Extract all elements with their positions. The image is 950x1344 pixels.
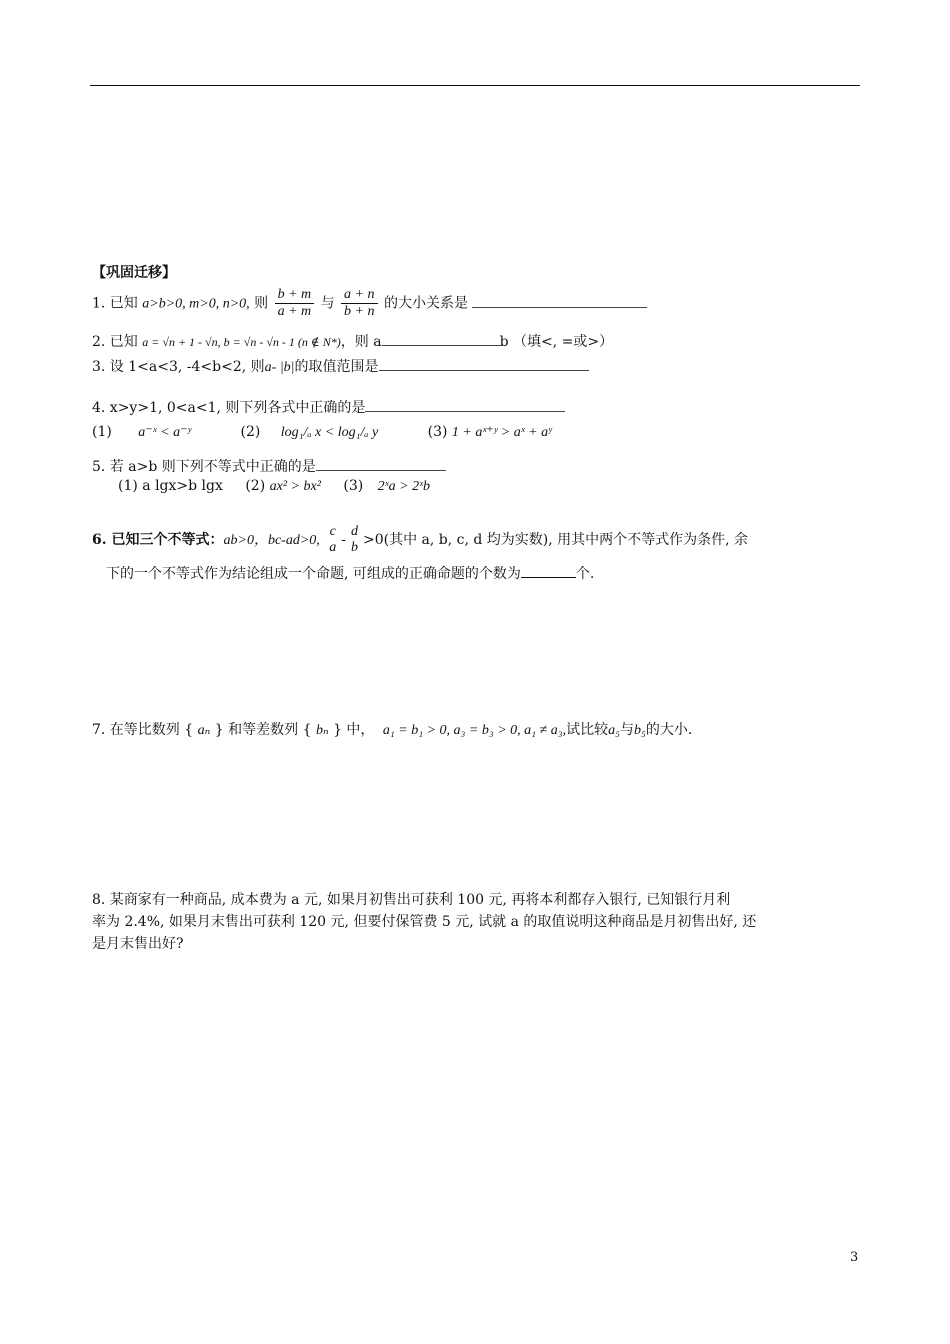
q6-line1-rest: (其中 a, b, c, d 均为实数), 用其中两个不等式作为条件, 余: [383, 532, 749, 548]
q7-sequence-a: aₙ: [197, 723, 211, 738]
q5-option3-expression: 2ˣa > 2ˣb: [377, 479, 431, 494]
question-6-line-2: [106, 563, 594, 583]
q6-inequality-2: bc-ad>0,: [267, 533, 320, 548]
q7-ask: 试比较: [566, 722, 609, 738]
question-2: [92, 331, 613, 351]
question-4: [92, 397, 565, 417]
q2-mid: ，则 a: [340, 334, 382, 350]
q2-b-definition: , b = √n - √n - 1 (n ∉ N*): [217, 335, 341, 349]
q6-answer-blank[interactable]: [521, 563, 576, 578]
q4-option3-label: (3): [427, 424, 448, 440]
q1-fraction-2: [341, 287, 377, 320]
q7-condition: a₁ = b₁ > 0, a₃ = b₃ > 0, a₁ ≠ a₃,: [382, 723, 567, 738]
q2-b-label: b: [499, 334, 509, 350]
q3-text: 3. 设 1<a<3, -4<b<2, 则: [92, 359, 265, 375]
q7-with: 与: [619, 722, 634, 738]
q6-prefix: 6. 已知三个不等式：: [92, 532, 224, 548]
q1-prefix: 1. 已知: [92, 295, 138, 312]
q7-b5: b₅: [633, 723, 646, 738]
q1-then: 则: [254, 295, 269, 312]
q6-inequality-1: ab>0，: [223, 533, 268, 548]
question-8-line-3: 是月末售出好?: [92, 936, 184, 952]
q6-fraction-c-a: [326, 524, 339, 556]
q5-option1: (1) a lgx>b lgx: [118, 478, 223, 494]
q7-a5: a₅: [608, 723, 620, 738]
q6-frac-d: d: [350, 524, 358, 539]
q1-condition: a>b>0, m>0, n>0,: [142, 296, 250, 312]
question-6-line-1: [92, 524, 748, 556]
q7-sequence-b: bₙ: [315, 723, 329, 738]
header-rule: [90, 85, 860, 86]
q7-suffix: 的大小.: [645, 722, 693, 738]
q1-frac2-denominator: b + n: [344, 304, 375, 319]
q5-option2-expression: ax² > bx²: [269, 479, 321, 494]
q4-option3-expression: 1 + aˣ⁺ʸ > aˣ + aʸ: [451, 425, 552, 440]
q2-prefix: 2. 已知: [92, 334, 138, 350]
q7-mid1: } 和等差数列 {: [214, 722, 312, 738]
q4-option1-label: (1): [92, 424, 112, 440]
q7-prefix: 7. 在等比数列 {: [92, 722, 194, 738]
page-number: 3: [850, 1250, 859, 1265]
q5-option2-label: (2): [245, 478, 266, 494]
q2-answer-blank[interactable]: [382, 331, 500, 346]
question-1: [92, 287, 647, 320]
section-title: 【巩固迁移】: [92, 265, 176, 281]
question-8-line-1: 8. 某商家有一种商品, 成本费为 a 元, 如果月初售出可获利 100 元, 再将本利都存入银行, 已知银行月利: [92, 892, 731, 908]
q3-answer-blank[interactable]: [379, 356, 589, 371]
question-7: [92, 719, 692, 739]
q1-fraction-1: [275, 287, 315, 320]
q5-answer-blank[interactable]: [316, 456, 446, 471]
q1-frac2-numerator: a + n: [341, 287, 377, 304]
q6-frac-a: a: [329, 540, 337, 555]
q1-suffix: 的大小关系是: [383, 295, 468, 312]
q1-with: 与: [320, 295, 335, 312]
q4-option2-expression: log₁/ₐ x < log₁/ₐ y: [280, 425, 379, 440]
q6-frac-c: c: [329, 524, 336, 539]
question-8-line-2: 率为 2.4%, 如果月末售出可获利 120 元, 但要付保管费 5 元, 试就 a 的取值说明这种商品是月初售出好, 还: [92, 914, 757, 930]
q2-a-definition: a = √n + 1 - √n: [142, 335, 218, 349]
q3-expression: a- |b|: [264, 360, 295, 375]
q4-text: 4. x>y>1, 0<a<1, 则下列各式中正确的是: [92, 400, 366, 416]
q4-answer-blank[interactable]: [365, 397, 565, 412]
q6-line2-start: 下的一个不等式作为结论组成一个命题, 可组成的正确命题的个数为: [106, 566, 521, 582]
q5-option3-label: (3): [343, 478, 364, 494]
q5-options: [118, 478, 430, 495]
q1-frac1-denominator: a + m: [277, 304, 312, 319]
q5-text: 5. 若 a>b 则下列不等式中正确的是: [92, 459, 316, 475]
q6-fraction-d-b: [348, 524, 361, 556]
q4-option2-label: (2): [240, 424, 261, 440]
q4-option1-expression: a⁻ˣ < a⁻ʸ: [138, 425, 192, 440]
q7-mid2: } 中，: [333, 722, 375, 738]
q6-gt-zero: >0: [362, 532, 384, 548]
q6-frac-b: b: [350, 540, 358, 555]
question-3: [92, 356, 589, 376]
q6-line2-end: 个.: [575, 566, 595, 582]
q6-minus: -: [341, 532, 346, 548]
q2-hint: （填<, =或>）: [513, 334, 614, 350]
q3-suffix: 的取值范围是: [294, 359, 379, 375]
question-5: [92, 456, 446, 476]
q1-answer-blank[interactable]: [472, 293, 647, 308]
q4-options: [92, 424, 552, 441]
q1-frac1-numerator: b + m: [275, 287, 315, 304]
